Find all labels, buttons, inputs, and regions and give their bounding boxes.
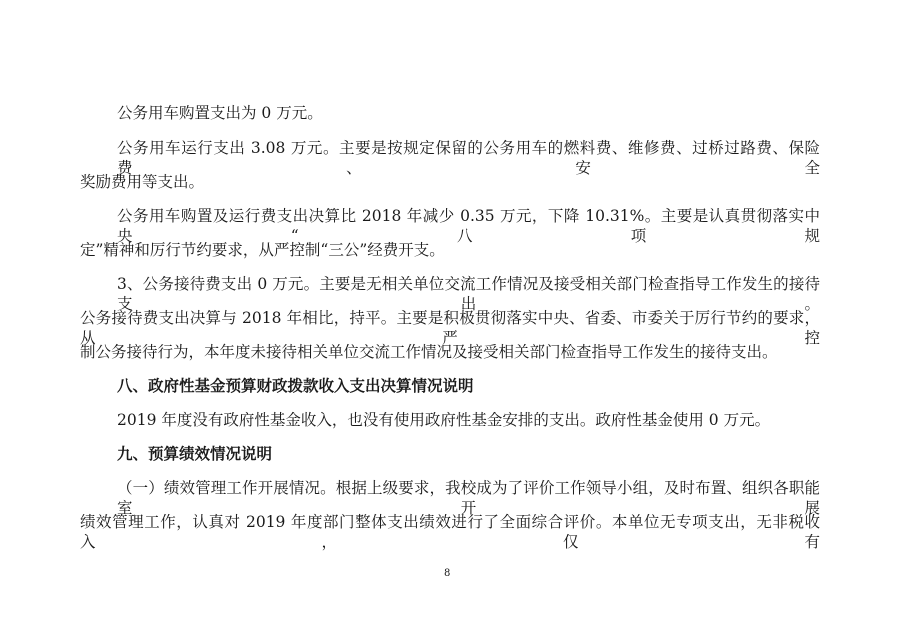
paragraph-line: 公务接待费支出决算与 2018 年相比，持平。主要是积极贯彻落实中央、省委、市委关于厉行节约的要求，从严控 xyxy=(80,309,820,347)
paragraph-line: 公务用车购置支出为 0 万元。 xyxy=(117,104,323,122)
paragraph-line: 绩效管理工作，认真对 2019 年度部门整体支出绩效进行了全面综合评价。本单位无专项支出，无非税收入，仅有 xyxy=(80,513,820,551)
paragraph-line: 制公务接待行为，本年度未接待相关单位交流工作情况及接受相关部门检查指导工作发生的接待支出。 xyxy=(80,343,778,361)
section-heading: 八、政府性基金预算财政拨款收入支出决算情况说明 xyxy=(117,376,474,395)
paragraph-line: 3、公务接待费支出 0 万元。主要是无相关单位交流工作情况及接受相关部门检查指导工作发生的接待支出。 xyxy=(117,275,820,313)
paragraph-line: 公务用车购置及运行费支出决算比 2018 年减少 0.35 万元，下降 10.31%。主要是认真贯彻落实中央“八项规 xyxy=(117,207,820,245)
paragraph-line: 2019 年度没有政府性基金收入，也没有使用政府性基金安排的支出。政府性基金使用 0 万元。 xyxy=(117,411,771,429)
paragraph-line: 公务用车运行支出 3.08 万元。主要是按规定保留的公务用车的燃料费、维修费、过桥过路费、保险费、安全 xyxy=(117,139,820,177)
page-number: 8 xyxy=(444,568,451,579)
paragraph-line: 定”精神和厉行节约要求，从严控制“三公”经费开支。 xyxy=(80,241,445,259)
paragraph-line: （一）绩效管理工作开展情况。根据上级要求，我校成为了评价工作领导小组，及时布置、组织各职能室开展 xyxy=(117,479,820,517)
section-heading: 九、预算绩效情况说明 xyxy=(117,444,273,463)
paragraph-line: 奖励费用等支出。 xyxy=(80,173,205,191)
